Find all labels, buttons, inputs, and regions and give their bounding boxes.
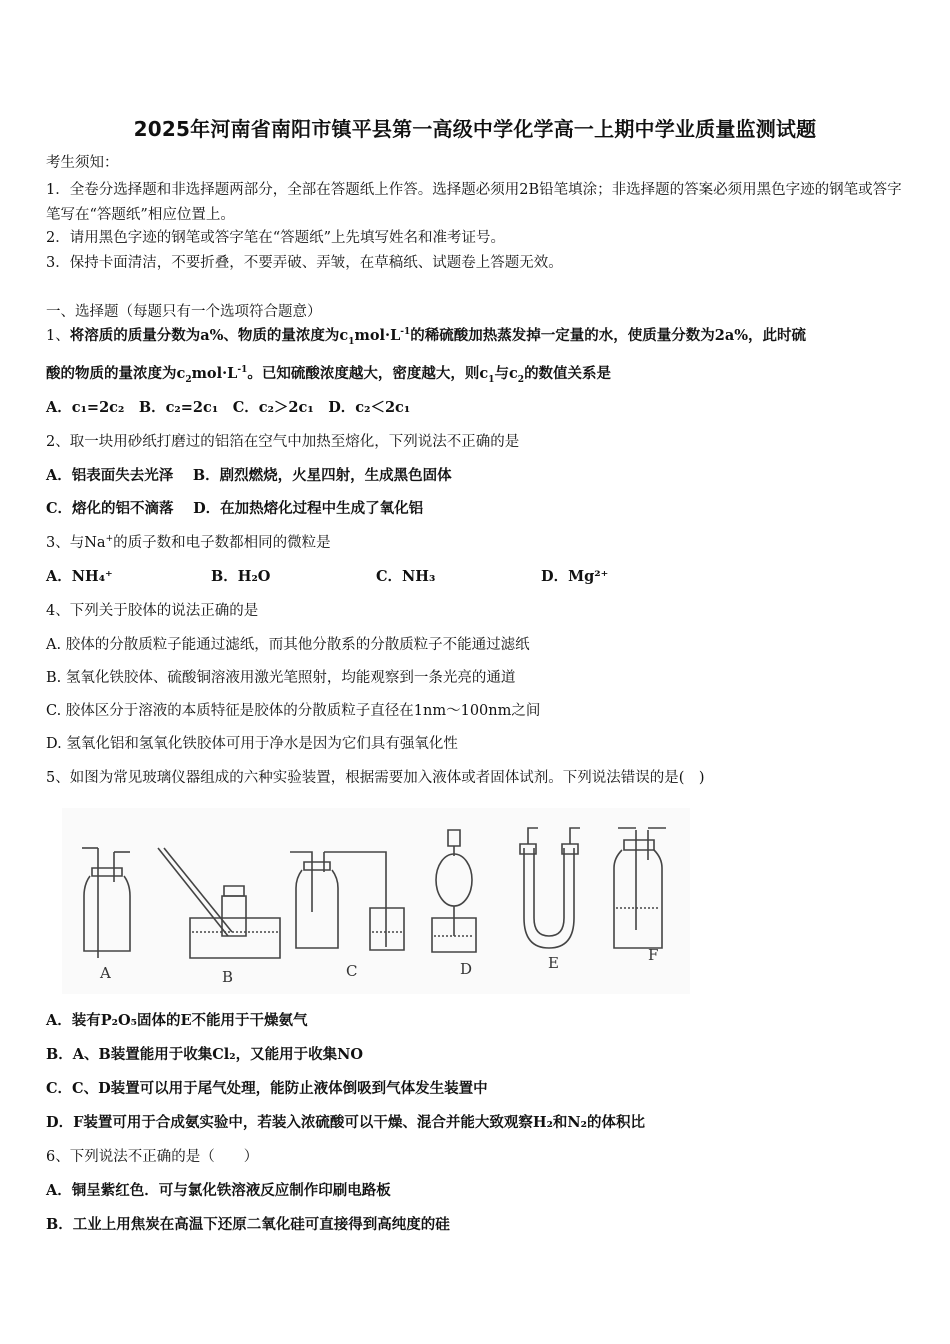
q1-text-d: 酸的物质的量浓度为c xyxy=(46,365,186,382)
figure-label-e: E xyxy=(548,954,559,972)
notice-heading: 考生须知： xyxy=(46,155,119,171)
section-heading: 一、选择题（每题只有一个选项符合题意） xyxy=(46,304,322,320)
notice-item-2: 2．请用黑色字迹的钢笔或答字笔在“答题纸”上先填写姓名和准考证号。 xyxy=(46,230,506,246)
figure-label-c: C xyxy=(346,962,358,980)
q2-options-row2 xyxy=(46,499,423,519)
q3-option-c: C．NH₃ xyxy=(376,568,436,585)
figure-label-b: B xyxy=(222,968,234,986)
q1-text-e: mol·L xyxy=(191,365,238,382)
page-title: 2025年河南省南阳市镇平县第一高级中学化学高一上期中学业质量监测试题 xyxy=(133,117,817,141)
q1-sub3: 1 xyxy=(488,374,495,385)
q4-option-a: A. 胶体的分散质粒子能通过滤纸，而其他分散系的分散质粒子不能通过滤纸 xyxy=(46,637,530,653)
q1-text-h: 的数值关系是 xyxy=(524,365,612,382)
q2-option-b: B．剧烈燃烧，火星四射，生成黑色固体 xyxy=(192,467,452,484)
q3-stem-a: 3、与Na xyxy=(46,535,106,551)
q1-number: 1、 xyxy=(46,328,70,344)
figure-label-a: A xyxy=(100,964,111,982)
q4-option-b: B. 氢氧化铁胶体、硫酸铜溶液用激光笔照射，均能观察到一条光亮的通道 xyxy=(46,670,516,686)
notice-item-1: 1．全卷分选择题和非选择题两部分，全部在答题纸上作答。选择题必须用2B铅笔填涂；非选择题的答案必须用黑色字迹的钢笔或答字笔写在“答题纸”相应位置上。 xyxy=(46,182,902,223)
q1-line2 xyxy=(46,364,611,384)
q2-option-c: C．熔化的铝不滴落 xyxy=(46,500,174,517)
q3-stem xyxy=(46,533,331,553)
q6-option-b: B．工业上用焦炭在高温下还原二氧化硅可直接得到高纯度的硅 xyxy=(46,1216,450,1233)
apparatus-figure xyxy=(62,808,690,994)
q1-line1 xyxy=(46,326,806,346)
q1-text-f: 。已知硫酸浓度越大，密度越大，则c xyxy=(247,365,489,382)
q1-sub: 1 xyxy=(348,336,355,347)
q2-option-a: A．铝表面失去光泽 xyxy=(46,467,174,484)
q1-sub4: 2 xyxy=(517,374,525,385)
q5-option-b: B．A、B装置能用于收集Cl₂，又能用于收集NO xyxy=(46,1046,364,1063)
q3-stem-b: 的质子数和电子数都相同的微粒是 xyxy=(113,535,331,551)
q1-options: A．c₁=2c₂ B．c₂=2c₁ C．c₂＞2c₁ D．c₂＜2c₁ xyxy=(46,399,411,416)
q5-option-d: D．F装置可用于合成氨实验中，若装入浓硫酸可以干燥、混合并能大致观察H₂和N₂的体积比 xyxy=(46,1114,646,1131)
q1-sub2: 2 xyxy=(185,374,192,385)
q3-option-a: A．NH₄⁺ xyxy=(46,568,113,585)
q1-text-a: 将溶质的质量分数为a%、物质的量浓度为c xyxy=(69,327,349,344)
q5-stem: 5、如图为常见玻璃仪器组成的六种实验装置，根据需要加入液体或者固体试剂。下列说法错误的是( ) xyxy=(46,770,705,786)
notice-item-3: 3．保持卡面清洁，不要折叠，不要弄破、弄皱，在草稿纸、试题卷上答题无效。 xyxy=(46,255,563,271)
q5-option-a: A．装有P₂O₅固体的E不能用于干燥氨气 xyxy=(46,1012,308,1029)
q5-option-c: C．C、D装置可以用于尾气处理，能防止液体倒吸到气体发生装置中 xyxy=(46,1080,488,1097)
q2-options-row1 xyxy=(46,466,452,486)
q3-option-b: B．H₂O xyxy=(211,568,271,585)
q1-text-c: 的稀硫酸加热蒸发掉一定量的水，使质量分数为2a%，此时硫 xyxy=(410,327,807,344)
q6-stem: 6、下列说法不正确的是（ ） xyxy=(46,1149,259,1165)
q3-options xyxy=(46,567,646,587)
figure-label-d: D xyxy=(460,960,473,978)
q4-stem: 4、下列关于胶体的说法正确的是 xyxy=(46,603,259,619)
q1-text-g: 与c xyxy=(494,365,518,382)
q3-stem-sup: + xyxy=(105,534,114,545)
q1-sup2: -1 xyxy=(237,365,248,376)
q4-option-d: D. 氢氧化铝和氢氧化铁胶体可用于净水是因为它们具有强氧化性 xyxy=(46,736,458,752)
q2-stem: 2、取一块用砂纸打磨过的铝箔在空气中加热至熔化，下列说法不正确的是 xyxy=(46,434,520,450)
q4-option-c: C. 胶体区分于溶液的本质特征是胶体的分散质粒子直径在1nm～100nm之间 xyxy=(46,703,541,719)
q1-sup: -1 xyxy=(400,327,411,338)
q6-option-a: A．铜呈紫红色．可与氯化铁溶液反应制作印刷电路板 xyxy=(46,1182,391,1199)
figure-label-f: F xyxy=(648,946,659,964)
q1-text-b: mol·L xyxy=(354,327,401,344)
q2-option-d: D．在加热熔化过程中生成了氧化铝 xyxy=(193,500,424,517)
q3-option-d: D．Mg²⁺ xyxy=(541,568,609,585)
